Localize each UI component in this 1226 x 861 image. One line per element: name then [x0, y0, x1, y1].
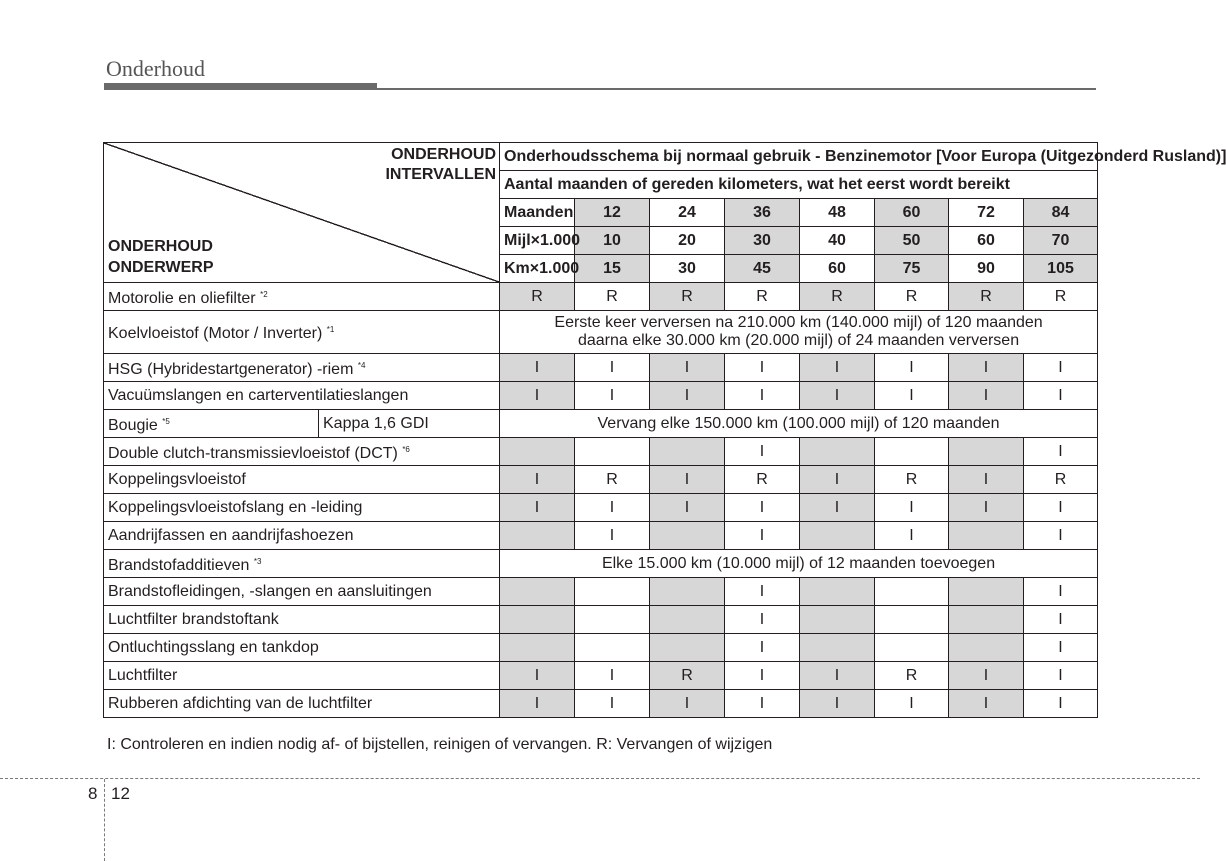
schedule-cell: I	[800, 466, 875, 494]
schedule-cell: I	[650, 494, 725, 522]
schedule-cell	[500, 634, 575, 662]
maintenance-item	[104, 466, 500, 494]
schedule-cell: I	[725, 578, 800, 606]
schedule-cell: I	[875, 494, 949, 522]
interval-value-km: 15	[575, 255, 650, 283]
interval-value-km: 105	[1024, 255, 1098, 283]
maintenance-item	[104, 606, 500, 634]
schedule-cell: I	[500, 354, 575, 382]
schedule-cell	[800, 522, 875, 550]
schedule-cell: I	[875, 522, 949, 550]
schedule-cell: I	[500, 494, 575, 522]
schedule-cell: I	[800, 662, 875, 690]
schedule-cell: I	[1024, 494, 1098, 522]
schedule-cell: I	[650, 690, 725, 718]
schedule-cell: I	[800, 690, 875, 718]
schedule-cell: I	[949, 494, 1024, 522]
schedule-cell	[949, 634, 1024, 662]
interval-value-months: 24	[650, 199, 725, 227]
interval-value-miles: 20	[650, 227, 725, 255]
schedule-cell	[650, 606, 725, 634]
schedule-row	[104, 283, 1098, 311]
interval-note: Aantal maanden of gereden kilometers, wat het eerst wordt bereikt	[500, 171, 1098, 199]
schedule-row	[104, 382, 1098, 410]
maintenance-item-label: Koppelingsvloeistofslang en -leiding	[108, 498, 363, 516]
maintenance-item	[104, 550, 500, 578]
footnote-marker: *4	[357, 360, 366, 370]
schedule-cell: R	[500, 283, 575, 311]
schedule-cell: I	[500, 662, 575, 690]
maintenance-item	[104, 410, 319, 438]
schedule-cell	[875, 438, 949, 466]
schedule-span-note: Elke 15.000 km (10.000 mijl) of 12 maanden toevoegen	[500, 550, 1098, 578]
interval-label-months: Maanden	[500, 199, 575, 227]
schedule-cell: I	[875, 354, 949, 382]
schedule-cell	[575, 438, 650, 466]
schedule-cell: R	[1024, 283, 1098, 311]
interval-value-miles: 60	[949, 227, 1024, 255]
schedule-cell	[650, 522, 725, 550]
schedule-cell	[500, 606, 575, 634]
schedule-cell: R	[875, 283, 949, 311]
corner-header-cell	[104, 143, 500, 283]
span-note-line: daarna elke 30.000 km (20.000 mijl) of 24 maanden verversen	[577, 332, 1020, 349]
schedule-cell	[500, 522, 575, 550]
interval-value-km: 60	[800, 255, 875, 283]
maintenance-item-label: Double clutch-transmissievloeistof (DCT)	[108, 444, 403, 462]
schedule-cell: I	[875, 382, 949, 410]
schedule-cell: I	[949, 662, 1024, 690]
maintenance-item	[104, 438, 500, 466]
schedule-cell	[949, 578, 1024, 606]
schedule-cell: I	[725, 662, 800, 690]
schedule-cell: I	[800, 354, 875, 382]
schedule-cell: I	[949, 466, 1024, 494]
schedule-span-note: Vervang elke 150.000 km (100.000 mijl) of 120 maanden	[500, 410, 1098, 438]
maintenance-item	[104, 634, 500, 662]
interval-value-km: 90	[949, 255, 1024, 283]
maintenance-item-label: HSG (Hybridestartgenerator) -riem	[108, 360, 358, 378]
schedule-cell: I	[725, 354, 800, 382]
schedule-cell	[500, 578, 575, 606]
schedule-cell: I	[949, 382, 1024, 410]
page-number: 12	[111, 784, 130, 803]
maintenance-item-label: Rubberen afdichting van de luchtfilter	[108, 694, 373, 712]
schedule-row	[104, 438, 1098, 466]
header-rule-thin	[377, 88, 1096, 90]
footnote-marker: *6	[402, 444, 410, 454]
schedule-cell	[575, 634, 650, 662]
maintenance-subitem: Kappa 1,6 GDI	[319, 410, 500, 438]
schedule-cell: I	[1024, 522, 1098, 550]
footnote-marker: *1	[326, 325, 335, 334]
interval-value-km: 45	[725, 255, 800, 283]
footer-divider	[0, 778, 1200, 779]
schedule-cell: R	[949, 283, 1024, 311]
schedule-cell	[949, 438, 1024, 466]
maintenance-item	[104, 354, 500, 382]
schedule-cell: R	[1024, 466, 1098, 494]
maintenance-item	[104, 283, 500, 311]
maintenance-item-label: Bougie	[108, 416, 163, 434]
schedule-cell: R	[650, 283, 725, 311]
schedule-cell: I	[875, 690, 949, 718]
schedule-cell: I	[1024, 382, 1098, 410]
schedule-cell: I	[500, 690, 575, 718]
schedule-cell	[875, 634, 949, 662]
schedule-cell: I	[725, 522, 800, 550]
schedule-cell: I	[800, 382, 875, 410]
schedule-cell: I	[575, 522, 650, 550]
maintenance-item-label: Brandstofadditieven	[108, 556, 254, 574]
schedule-cell: I	[725, 690, 800, 718]
schedule-cell	[949, 522, 1024, 550]
schedule-cell: I	[1024, 354, 1098, 382]
maintenance-item	[104, 690, 500, 718]
schedule-cell: I	[800, 494, 875, 522]
schedule-cell	[575, 578, 650, 606]
footnote-marker: *2	[260, 289, 268, 299]
schedule-cell: I	[725, 494, 800, 522]
maintenance-item	[104, 494, 500, 522]
schedule-cell: R	[650, 662, 725, 690]
interval-value-miles: 50	[875, 227, 949, 255]
footnote-marker: *3	[253, 556, 262, 566]
schedule-cell: I	[650, 382, 725, 410]
schedule-title: Onderhoudsschema bij normaal gebruik - Benzinemotor [Voor Europa (Uitgezonderd Rusland)]	[500, 143, 1098, 171]
maintenance-item-label: Brandstofleidingen, -slangen en aansluitingen	[108, 582, 432, 600]
maintenance-item-label: Koppelingsvloeistof	[108, 470, 246, 488]
schedule-cell	[875, 578, 949, 606]
schedule-cell: I	[1024, 438, 1098, 466]
interval-value-km: 75	[875, 255, 949, 283]
interval-label-miles: Mijl×1.000	[500, 227, 575, 255]
schedule-cell	[875, 606, 949, 634]
interval-value-months: 12	[575, 199, 650, 227]
schedule-cell: I	[725, 382, 800, 410]
schedule-row	[104, 311, 1098, 354]
interval-value-miles: 30	[725, 227, 800, 255]
schedule-cell: I	[949, 690, 1024, 718]
schedule-cell: R	[875, 466, 949, 494]
schedule-cell	[800, 634, 875, 662]
maintenance-item-label: Luchtfilter	[108, 666, 178, 684]
schedule-row	[104, 578, 1098, 606]
section-title: Onderhoud	[106, 56, 205, 81]
maintenance-item-label: Vacuümslangen en carterventilatieslangen	[108, 386, 409, 404]
schedule-cell: I	[725, 634, 800, 662]
footer-vertical-divider	[104, 779, 105, 861]
schedule-cell: I	[949, 354, 1024, 382]
maintenance-item	[104, 578, 500, 606]
chapter-number: 8	[88, 784, 98, 803]
schedule-cell: I	[650, 354, 725, 382]
legend-text: I: Controleren en indien nodig af- of bijstellen, reinigen of vervangen. R: Vervangen of wijzigen	[107, 736, 773, 753]
schedule-row	[104, 522, 1098, 550]
interval-value-miles: 10	[575, 227, 650, 255]
schedule-cell	[800, 578, 875, 606]
schedule-cell: I	[575, 354, 650, 382]
schedule-cell: R	[725, 466, 800, 494]
interval-value-miles: 40	[800, 227, 875, 255]
schedule-cell	[500, 438, 575, 466]
schedule-cell: I	[575, 690, 650, 718]
schedule-cell: I	[1024, 634, 1098, 662]
interval-value-months: 48	[800, 199, 875, 227]
schedule-row	[104, 662, 1098, 690]
maintenance-item-label: Koelvloeistof (Motor / Inverter)	[108, 325, 327, 342]
schedule-cell: I	[725, 606, 800, 634]
schedule-cell: R	[575, 283, 650, 311]
schedule-cell: I	[1024, 578, 1098, 606]
schedule-cell: R	[800, 283, 875, 311]
interval-label-km: Km×1.000	[500, 255, 575, 283]
schedule-row	[104, 550, 1098, 578]
schedule-row	[104, 354, 1098, 382]
schedule-cell: I	[1024, 690, 1098, 718]
interval-value-miles: 70	[1024, 227, 1098, 255]
interval-value-months: 36	[725, 199, 800, 227]
schedule-cell: R	[575, 466, 650, 494]
schedule-cell: I	[1024, 606, 1098, 634]
maintenance-schedule-table	[103, 142, 1226, 718]
schedule-row	[104, 634, 1098, 662]
schedule-span-note	[500, 311, 1098, 354]
schedule-cell	[949, 606, 1024, 634]
maintenance-item	[104, 311, 500, 354]
schedule-cell: I	[500, 382, 575, 410]
header-rule-thick	[104, 83, 377, 90]
schedule-cell: R	[875, 662, 949, 690]
schedule-row	[104, 606, 1098, 634]
schedule-cell: R	[725, 283, 800, 311]
schedule-cell	[575, 606, 650, 634]
schedule-row	[104, 466, 1098, 494]
schedule-cell: I	[500, 466, 575, 494]
schedule-cell	[650, 578, 725, 606]
schedule-cell	[650, 438, 725, 466]
schedule-cell	[800, 606, 875, 634]
schedule-cell: I	[1024, 662, 1098, 690]
maintenance-item	[104, 522, 500, 550]
schedule-cell: I	[725, 438, 800, 466]
maintenance-item	[104, 382, 500, 410]
span-note-line: Eerste keer verversen na 210.000 km (140.000 mijl) of 120 maanden	[554, 314, 1043, 331]
schedule-row	[104, 494, 1098, 522]
schedule-cell: I	[575, 382, 650, 410]
interval-value-km: 30	[650, 255, 725, 283]
schedule-cell: I	[650, 466, 725, 494]
schedule-row	[104, 690, 1098, 718]
interval-value-months: 72	[949, 199, 1024, 227]
schedule-cell: I	[575, 494, 650, 522]
maintenance-item-label: Aandrijfassen en aandrijfashoezen	[108, 526, 354, 544]
maintenance-item-label: Ontluchtingsslang en tankdop	[108, 638, 319, 656]
schedule-cell	[650, 634, 725, 662]
maintenance-item	[104, 662, 500, 690]
maintenance-item-label: Luchtfilter brandstoftank	[108, 610, 279, 628]
interval-value-months: 60	[875, 199, 949, 227]
schedule-cell: I	[575, 662, 650, 690]
schedule-row	[104, 410, 1098, 438]
maintenance-item-label: Motorolie en oliefilter	[108, 289, 261, 307]
interval-value-months: 84	[1024, 199, 1098, 227]
schedule-cell	[800, 438, 875, 466]
corner-top-label: ONDERHOUD INTERVALLEN	[385, 146, 496, 183]
footnote-marker: *5	[162, 416, 170, 426]
corner-bottom-label: ONDERHOUD ONDERWERP	[108, 238, 214, 276]
